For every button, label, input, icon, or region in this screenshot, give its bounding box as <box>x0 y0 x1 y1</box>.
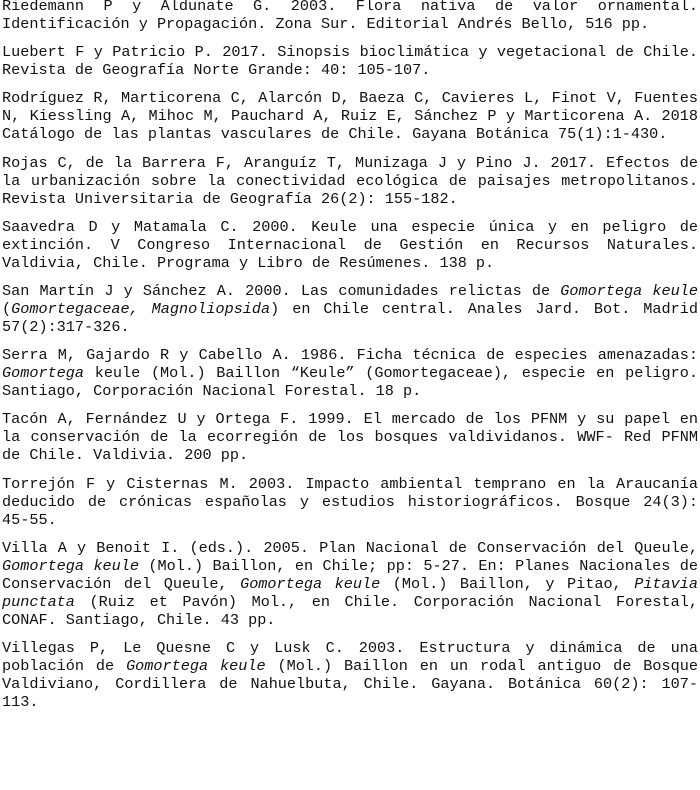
reference-entry <box>2 282 698 336</box>
reference-text: San Martín J y Sánchez A. 2000. Las comunidades relictas de <box>2 281 561 300</box>
reference-entry <box>2 43 698 79</box>
reference-text: Riedemann P y Aldunate G. 2003. Flora nativa de valor ornamental. Identificación y Propagación. Zona Sur. Editorial Andrés Bello, 516 pp. <box>2 0 698 33</box>
reference-text: (Ruiz et Pavón) Mol., en Chile. Corporación Nacional Forestal, CONAF. Santiago, Chile. 43 pp. <box>2 592 698 629</box>
reference-italic-text: Gomortega keule <box>126 656 266 675</box>
reference-text: Luebert F y Patricio P. 2017. Sinopsis bioclimática y vegetacional de Chile. Revista de Geografía Norte Grande: 40: 105-107. <box>2 43 698 80</box>
reference-italic-text: Pitavia punctata <box>2 574 699 611</box>
reference-italic-text: Gomortega keule <box>2 556 140 575</box>
reference-text: Saavedra D y Matamala C. 2000. Keule una especie única y en peligro de extinción. V Congreso Internacional de Gestión en Recursos Naturales. Valdivia, Chile. Programa y Libro de Resúmenes. 138 p. <box>2 217 698 272</box>
reference-italic-text: Gomortega <box>2 364 85 383</box>
reference-italic-text: Gomortega keule <box>560 281 698 300</box>
reference-list <box>2 0 698 711</box>
reference-entry <box>2 218 698 272</box>
reference-entry <box>2 410 698 464</box>
reference-entry <box>2 0 698 33</box>
reference-entry <box>2 639 698 711</box>
reference-text: (Mol.) Baillon en un rodal antiguo de Bosque Valdiviano, Cordillera de Nahuelbuta, Chile. Gayana. Botánica 60(2): 107-113. <box>2 656 698 711</box>
reference-text: Villa A y Benoit I. (eds.). 2005. Plan Nacional de Conservación del Queule, <box>2 538 698 557</box>
reference-text: Rodríguez R, Marticorena C, Alarcón D, Baeza C, Cavieres L, Finot V, Fuentes N, Kiessling A, Mihoc M, Pauchard A, Ruiz E, Sánchez P y Marticorena A. 2018 Catálogo de las plantas vasculares de Chile. Gayana Botánica 75(1):1-430. <box>2 89 698 144</box>
reference-text: Rojas C, de la Barrera F, Aranguíz T, Munizaga J y Pino J. 2017. Efectos de la urbanización sobre la conectividad ecológica de paisajes metropolitanos. Revista Universitaria de Geografía 26(2): 155-182. <box>2 153 698 208</box>
reference-italic-text: Gomortegaceae, Magnoliopsida <box>11 299 271 318</box>
reference-entry <box>2 539 698 629</box>
reference-entry <box>2 475 698 529</box>
reference-entry <box>2 89 698 143</box>
reference-text: ) en Chile central. Anales Jard. Bot. Madrid 57(2):317-326. <box>2 299 698 336</box>
reference-text: Torrejón F y Cisternas M. 2003. Impacto ambiental temprano en la Araucanía deducido de crónicas españolas y estudios historiográficos. Bosque 24(3): 45-55. <box>2 474 698 529</box>
reference-entry <box>2 346 698 400</box>
reference-text: Serra M, Gajardo R y Cabello A. 1986. Ficha técnica de especies amenazadas: <box>2 346 698 365</box>
reference-entry <box>2 154 698 208</box>
reference-text: ( <box>2 299 12 318</box>
reference-text: (Mol.) Baillon, en Chile; pp: 5-27. En: Planes Nacionales de Conservación del Queule, <box>2 556 698 593</box>
reference-text: Tacón A, Fernández U y Ortega F. 1999. El mercado de los PFNM y su papel en la conservación de la ecorregión de los bosques valdividanos. WWF- Red PFNM de Chile. Valdivia. 200 pp. <box>2 410 698 465</box>
reference-text: (Mol.) Baillon, y Pitao, <box>380 574 635 593</box>
reference-text: keule (Mol.) Baillon “Keule” (Gomortegaceae), especie en peligro. Santiago, Corporación Nacional Forestal. 18 p. <box>2 364 698 401</box>
reference-text: Villegas P, Le Quesne C y Lusk C. 2003. Estructura y dinámica de una población de <box>2 638 698 675</box>
reference-italic-text: Gomortega keule <box>240 574 381 593</box>
